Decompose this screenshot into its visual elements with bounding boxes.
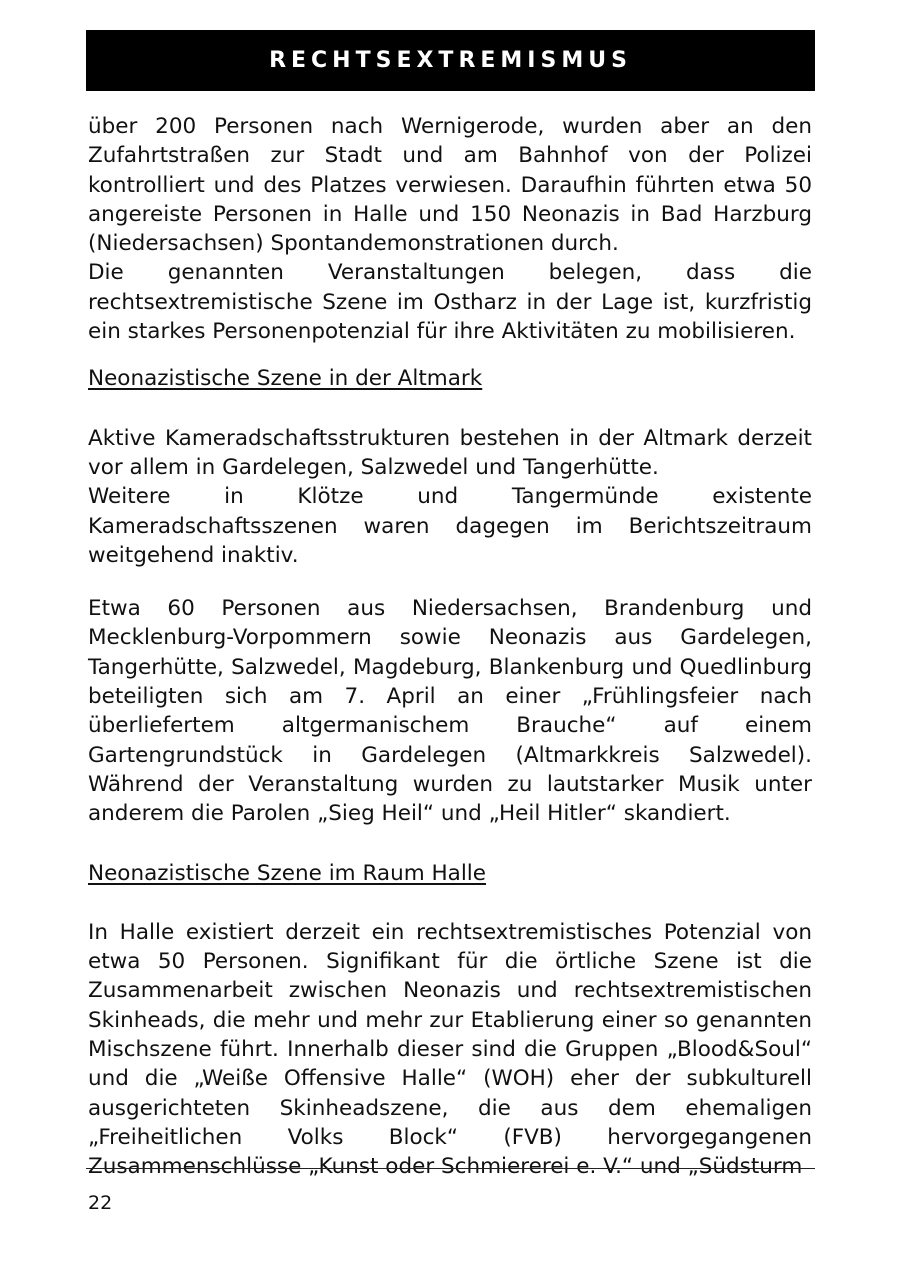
footer-divider	[86, 1168, 815, 1169]
paragraph-altmark-structures: Aktive Kameradschaftsstrukturen bestehen in der Altmark derzeit vor allem in Gardelegen, Salzwedel und Tangerhütte.	[88, 425, 812, 480]
page-number: 22	[88, 1192, 113, 1214]
section-heading-halle: Neonazistische Szene im Raum Halle	[88, 860, 487, 886]
paragraph-altmark-inactive: Weitere in Klötze und Tangermünde existente Kameradschaftsszenen waren dagegen im Berichtszeitraum weitgehend inaktiv.	[88, 484, 812, 568]
paragraph-fruehlingsfeier: Etwa 60 Personen aus Niedersachsen, Brandenburg und Mecklenburg-Vorpommern sowie Neonazis aus Gardelegen, Tangerhütte, Salzwedel, Magdeburg, Blankenburg und Quedlinburg beteiligten sich am 7. April an einer „Frühlingsfeier nach überliefertem altgermanischem Brauche“ auf einem Gartengrundstück in Gardelegen (Altmarkkreis Salzwedel). Während der Veranstaltung wurden zu lautstarker Musik unter anderem die Parolen „Sieg Heil“ und „Heil Hitler“ skandiert.	[88, 596, 812, 827]
page-body	[88, 112, 812, 1182]
paragraph-ostharz-mobilization: Die genannten Veranstaltungen belegen, dass die rechtsextremistische Szene im Ostharz in der Lage ist, kurzfristig ein starkes Personenpotenzial für ihre Aktivitäten zu mobilisieren.	[88, 260, 812, 345]
section-heading-altmark: Neonazistische Szene in der Altmark	[88, 366, 483, 392]
paragraph-halle-scene: In Halle existiert derzeit ein rechtsextremistisches Potenzial von etwa 50 Personen. Signifikant für die örtliche Szene ist die Zusammenarbeit zwischen Neonazis und rechtsextremistischen Skinheads, die mehr und mehr zur Etablierung einer so genannten Mischszene führt. Innerhalb dieser sind die Gruppen „Blood&Soul“ und die „Weiße Offensive Halle“ (WOH) eher der subkulturell ausgerichteten Skinheadszene, die aus dem ehemaligen „Freiheitlichen Volks Block“ (FVB) hervorgegangenen Zusammenschlüsse „Kunst oder Schmiererei e. V.“ und „Südsturm	[88, 919, 812, 1180]
paragraph-wernigerode: über 200 Personen nach Wernigerode, wurden aber an den Zufahrtstraßen zur Stadt und am Bahnhof von der Polizei kontrolliert und des Platzes verwiesen. Daraufhin führten etwa 50 angereiste Personen in Halle und 150 Neonazis in Bad Harzburg (Niedersachsen) Spontandemonstrationen durch.	[88, 114, 812, 257]
section-header-bar	[86, 30, 815, 91]
section-title: RECHTSEXTREMISMUS	[269, 48, 632, 73]
